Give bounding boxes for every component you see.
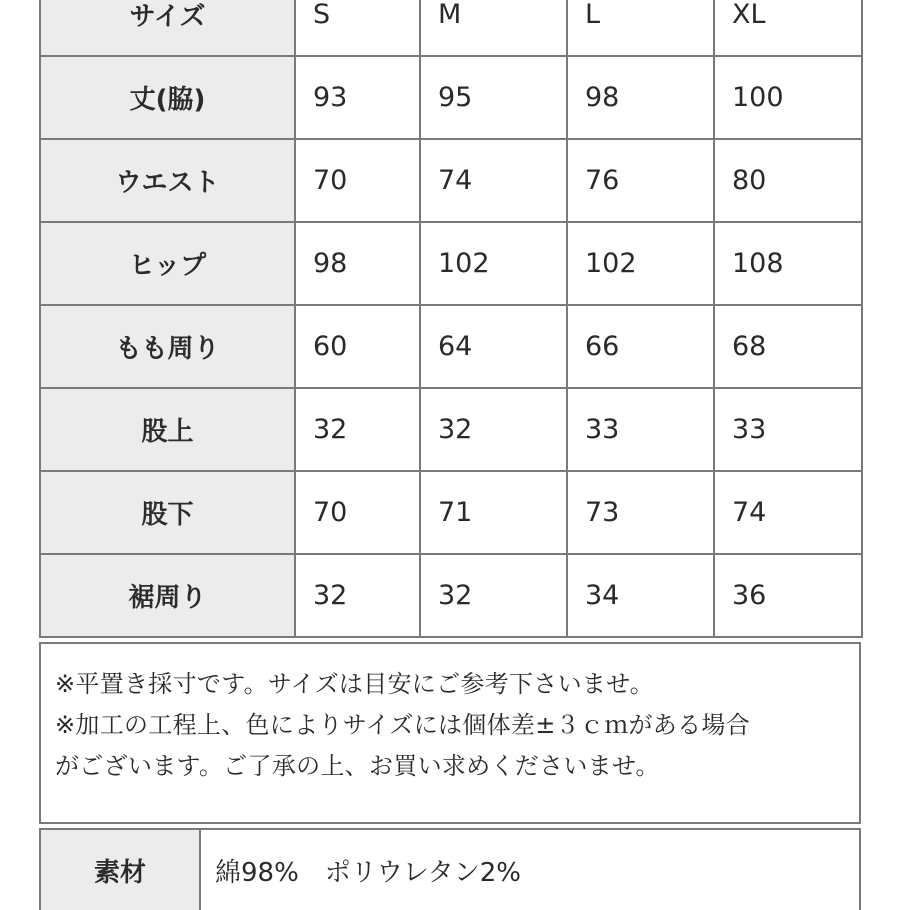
cell-value: 70 [296, 472, 421, 555]
cell-value: 32 [296, 389, 421, 472]
table-row [41, 223, 863, 306]
cell-value: 80 [715, 140, 863, 223]
cell-value: 36 [715, 555, 863, 638]
cell-value: 102 [568, 223, 715, 306]
cell-value: 32 [296, 555, 421, 638]
cell-value: 98 [296, 223, 421, 306]
table-header-row [41, 0, 863, 57]
material-table [39, 828, 861, 910]
cell-value: 100 [715, 57, 863, 140]
cell-value: 66 [568, 306, 715, 389]
cell-value: 108 [715, 223, 863, 306]
cell-value: 68 [715, 306, 863, 389]
cell-value: 33 [568, 389, 715, 472]
cell-value: 93 [296, 57, 421, 140]
cell-value: 71 [421, 472, 568, 555]
cell-value: 98 [568, 57, 715, 140]
row-label: 股下 [41, 472, 296, 555]
note-line: ※平置き採寸です。サイズは目安にご参考下さいませ。 [55, 670, 655, 698]
table-row [41, 389, 863, 472]
row-label: 股上 [41, 389, 296, 472]
cell-value: 64 [421, 306, 568, 389]
row-label: 丈(脇) [41, 57, 296, 140]
row-label: ヒップ [41, 223, 296, 306]
size-chart [39, 0, 861, 910]
cell-value: 74 [421, 140, 568, 223]
cell-value: 33 [715, 389, 863, 472]
size-xl: XL [715, 0, 863, 57]
note-line: がございます。ご了承の上、お買い求めくださいませ。 [55, 752, 660, 780]
size-table [39, 0, 863, 638]
material-row [41, 830, 861, 910]
size-s: S [296, 0, 421, 57]
size-m: M [421, 0, 568, 57]
row-label: もも周り [41, 306, 296, 389]
cell-value: 74 [715, 472, 863, 555]
table-row [41, 140, 863, 223]
cell-value: 76 [568, 140, 715, 223]
measurement-notes [39, 642, 861, 824]
cell-value: 70 [296, 140, 421, 223]
header-label: サイズ [41, 0, 296, 57]
cell-value: 32 [421, 555, 568, 638]
cell-value: 34 [568, 555, 715, 638]
material-label: 素材 [41, 830, 201, 910]
row-label: 裾周り [41, 555, 296, 638]
cell-value: 32 [421, 389, 568, 472]
table-row [41, 555, 863, 638]
table-row [41, 472, 863, 555]
cell-value: 95 [421, 57, 568, 140]
material-value: 綿98% ポリウレタン2% [201, 830, 861, 910]
cell-value: 102 [421, 223, 568, 306]
cell-value: 73 [568, 472, 715, 555]
cell-value: 60 [296, 306, 421, 389]
row-label: ウエスト [41, 140, 296, 223]
table-row [41, 57, 863, 140]
note-line: ※加工の工程上、色によりサイズには個体差±３ｃｍがある場合 [55, 711, 750, 739]
table-row [41, 306, 863, 389]
size-l: L [568, 0, 715, 57]
